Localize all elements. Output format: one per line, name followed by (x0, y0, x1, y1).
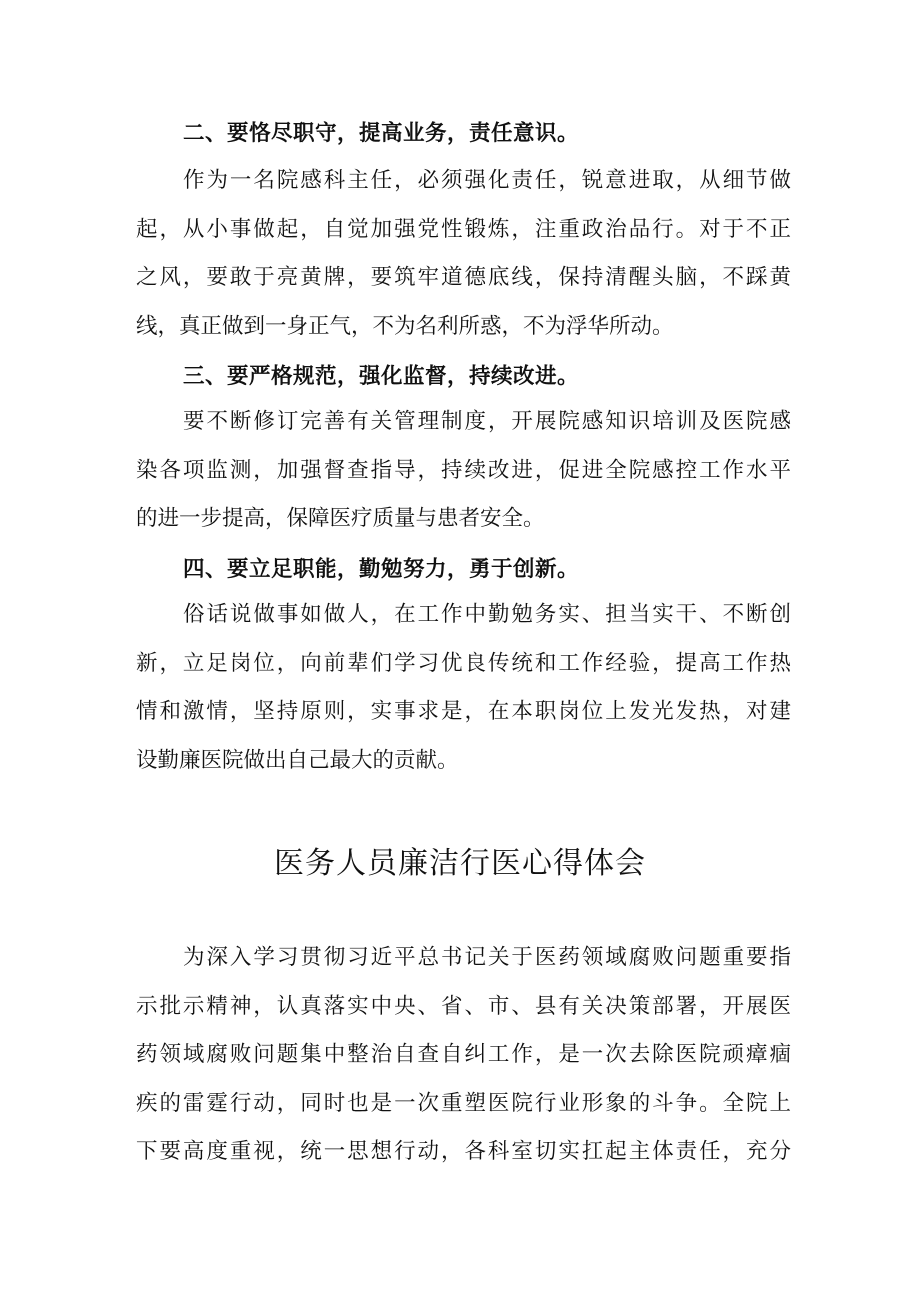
paragraph-line: 药领域腐败问题集中整治自查自纠工作，是一次去除医院顽瘴痼 (136, 1042, 791, 1067)
section-heading: 四、要立足职能，勤勉努力，勇于创新。 (183, 557, 580, 582)
paragraph-line: 示批示精神，认真落实中央、省、市、县有关决策部署，开展医 (136, 993, 791, 1019)
paragraph-line: 线，真正做到一身正气，不为名利所惑，不为浮华所动。 (136, 313, 674, 339)
section-heading: 二、要恪尽职守，提高业务，责任意识。 (183, 121, 580, 146)
paragraph-line: 新，立足岗位，向前辈们学习优良传统和工作经验，提高工作热 (136, 650, 791, 676)
paragraph-line: 作为一名院感科主任，必须强化责任，锐意进取，从细节做 (183, 168, 791, 193)
paragraph-line: 为深入学习贯彻习近平总书记关于医药领域腐败问题重要指 (183, 945, 791, 970)
section-paragraph (136, 398, 791, 544)
paragraph-line: 下要高度重视，统一思想行动，各科室切实扛起主体责任，充分 (136, 1139, 791, 1164)
article-title: 医务人员廉洁行医心得体会 (274, 846, 646, 881)
paragraph-line: 情和激情，坚持原则，实事求是，在本职岗位上发光发热，对建 (136, 699, 791, 724)
section-paragraph (136, 591, 791, 785)
paragraph-line: 起，从小事做起，自觉加强党性锻炼，注重政治品行。对于不正 (136, 216, 791, 242)
section-paragraph (136, 157, 791, 351)
paragraph-line: 设勤廉医院做出自己最大的贡献。 (136, 747, 459, 773)
paragraph-line: 俗话说做事如做人，在工作中勤勉务实、担当实干、不断创 (183, 602, 791, 627)
section-heading: 三、要严格规范，强化监督，持续改进。 (183, 364, 580, 389)
paragraph-line: 要不断修订完善有关管理制度，开展院感知识培训及医院感 (183, 409, 791, 434)
paragraph-line: 的进一步提高，保障医疗质量与患者安全。 (136, 506, 545, 531)
paragraph-line: 疾的雷霆行动，同时也是一次重塑医院行业形象的斗争。全院上 (136, 1090, 791, 1116)
paragraph-line: 之风，要敢于亮黄牌，要筑牢道德底线，保持清醒头脑，不踩黄 (136, 265, 791, 290)
article-paragraph (136, 934, 791, 1177)
paragraph-line: 染各项监测，加强督查指导，持续改进，促进全院感控工作水平 (136, 457, 791, 483)
